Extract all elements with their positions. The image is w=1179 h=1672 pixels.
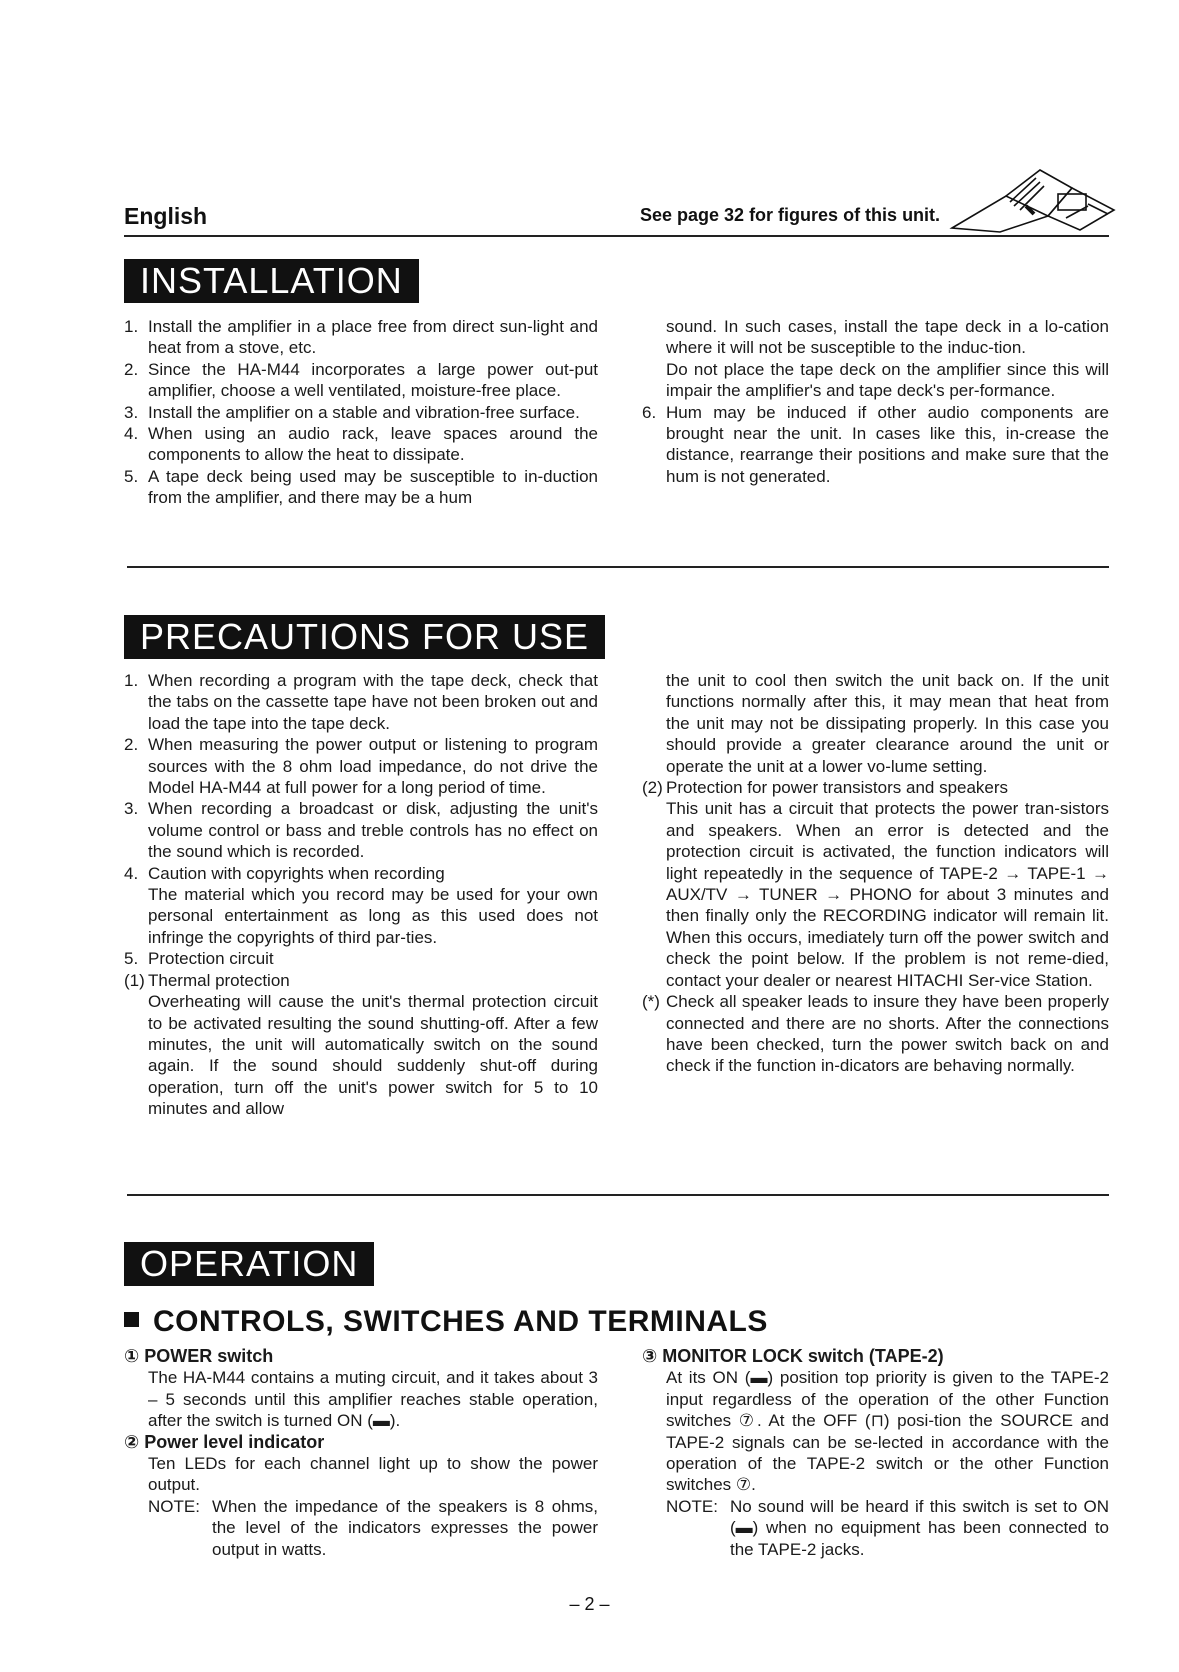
installation-left-column <box>124 316 598 509</box>
precautions-banner <box>124 615 605 659</box>
note: NOTE: When the impedance of the speakers is 8 ohms, the level of the indicators expresses the power output in watts. <box>148 1496 598 1559</box>
list-item: 5. A tape deck being used may be susceptible to in-duction from the amplifier, and there may be a hum <box>124 466 598 508</box>
list-item: 6. Hum may be induced if other audio components are brought near the unit. In cases like this, in-crease the distance, rearrange their positions and make sure that the hum is not generated. <box>642 402 1109 486</box>
header-rule <box>124 235 1109 237</box>
language-label: English <box>124 203 208 229</box>
open-book-icon <box>948 166 1118 234</box>
paragraph: Overheating will cause the unit's thermal protection circuit to be activated resulting the sound shutting-off. After a few minutes, the unit will automatically switch on the sound again. If the sound should suddenly shut-off during operation, turn off the unit's power switch for 5 to 10 minutes and allow <box>148 992 598 1119</box>
paragraph: The material which you record may be used for your own personal entertainment as long as this used does not infringe the copyrights of third par-ties. <box>148 885 598 947</box>
paragraph: the unit to cool then switch the unit back on. If the unit functions normally after this, it may mean that heat from the unit may not be dissipating properly. In this case you should provide a greater clearance around the unit or operate the unit at a lower vo-lume setting. <box>666 671 1109 776</box>
section-rule <box>127 566 1109 568</box>
list-item: 3. Install the amplifier on a stable and vibration-free surface. <box>124 402 580 422</box>
installation-right-column <box>642 316 1109 487</box>
note: NOTE: No sound will be heard if this switch is set to ON (▬) when no equipment has been connected to the TAPE-2 jacks. <box>666 1496 1109 1559</box>
precautions-left-column <box>124 670 598 1120</box>
list-item: (2) Protection for power transistors and speakers <box>642 778 1009 798</box>
precautions-title: PRECAUTIONS FOR USE <box>140 616 590 657</box>
square-bullet-icon <box>124 1312 139 1327</box>
paragraph: Ten LEDs for each channel light up to show the power output. <box>148 1454 598 1495</box>
paragraph: This unit has a circuit that protects the power tran-sistors and speakers. When an error is detected and the protection circuit is activated, the function indicators will light repeatedly in the sequence of TAPE-2 → TAPE-1 → AUX/TV → TUNER → PHONO for about 3 minutes and then finally only the RECORDING indicator will remain lit. When this occurs, imediately turn off the power switch and check the point below. If the problem is not reme-died, contact your dealer or nearest HITACHI Ser-vice Station. <box>666 799 1109 990</box>
operation-banner <box>124 1242 374 1286</box>
installation-banner <box>124 259 419 303</box>
list-item: 2. When measuring the power output or listening to program sources with the 8 ohm load impedance, do not drive the Model HA-M44 at full power for a long period of time. <box>124 735 598 798</box>
operation-left-column <box>124 1346 598 1560</box>
power-switch-heading: ① POWER switch <box>124 1346 274 1366</box>
list-item: 4. When using an audio rack, leave spaces around the components to allow the heat to dissipate. <box>124 424 598 465</box>
paragraph: sound. In such cases, install the tape deck in a lo-cation where it will not be susceptible to the induc-tion. <box>666 317 1109 358</box>
paragraph: Do not place the tape deck on the amplifier since this will impair the amplifier's and tape deck's per-formance. <box>666 359 1109 401</box>
paragraph: The HA-M44 contains a muting circuit, and it takes about 3 – 5 seconds until this amplifier reaches stable operation, after the switch is turned ON (▬). <box>148 1368 598 1431</box>
list-item: 2. Since the HA-M44 incorporates a large power out-put amplifier, choose a well ventilated, moisture-free place. <box>124 359 598 401</box>
operation-right-column <box>642 1346 1109 1560</box>
power-level-heading: ② Power level indicator <box>124 1431 325 1452</box>
list-item: (1) Thermal protection <box>124 970 290 990</box>
paragraph: At its ON (▬) position top priority is given to the TAPE-2 input regardless of the operation of the other Function switches ⑦. At the OFF (⊓) posi-tion the SOURCE and TAPE-2 signals can be se-lected in accordance with the operation of the TAPE-2 switch or the other Function switches ⑦. <box>666 1368 1109 1495</box>
operation-title: OPERATION <box>140 1243 359 1284</box>
list-item: 1. When recording a program with the tape deck, check that the tabs on the cassette tape have not been broken out and load the tape into the tape deck. <box>124 671 598 733</box>
section-rule <box>127 1194 1109 1196</box>
precautions-right-column <box>642 670 1109 1077</box>
monitor-lock-heading: ③ MONITOR LOCK switch (TAPE-2) <box>642 1346 944 1366</box>
installation-title: INSTALLATION <box>140 260 403 301</box>
list-item: 1. Install the amplifier in a place free from direct sun-light and heat from a stove, etc. <box>124 317 598 358</box>
list-item: 5. Protection circuit <box>124 949 274 969</box>
list-item: 4. Caution with copyrights when recording <box>124 863 445 883</box>
controls-heading: CONTROLS, SWITCHES AND TERMINALS <box>124 1305 768 1339</box>
list-item: 3. When recording a broadcast or disk, adjusting the unit's volume control or bass and treble controls has no effect on the sound which is recorded. <box>124 799 598 862</box>
list-item: (*) Check all speaker leads to insure they have been properly connected and there are no shorts. After the connections have been checked, turn the power switch back on and check if the function in-dicators are behaving normally. <box>642 992 1109 1076</box>
page-number: – 2 – <box>569 1594 610 1614</box>
figures-reference: See page 32 for figures of this unit. <box>640 205 941 225</box>
